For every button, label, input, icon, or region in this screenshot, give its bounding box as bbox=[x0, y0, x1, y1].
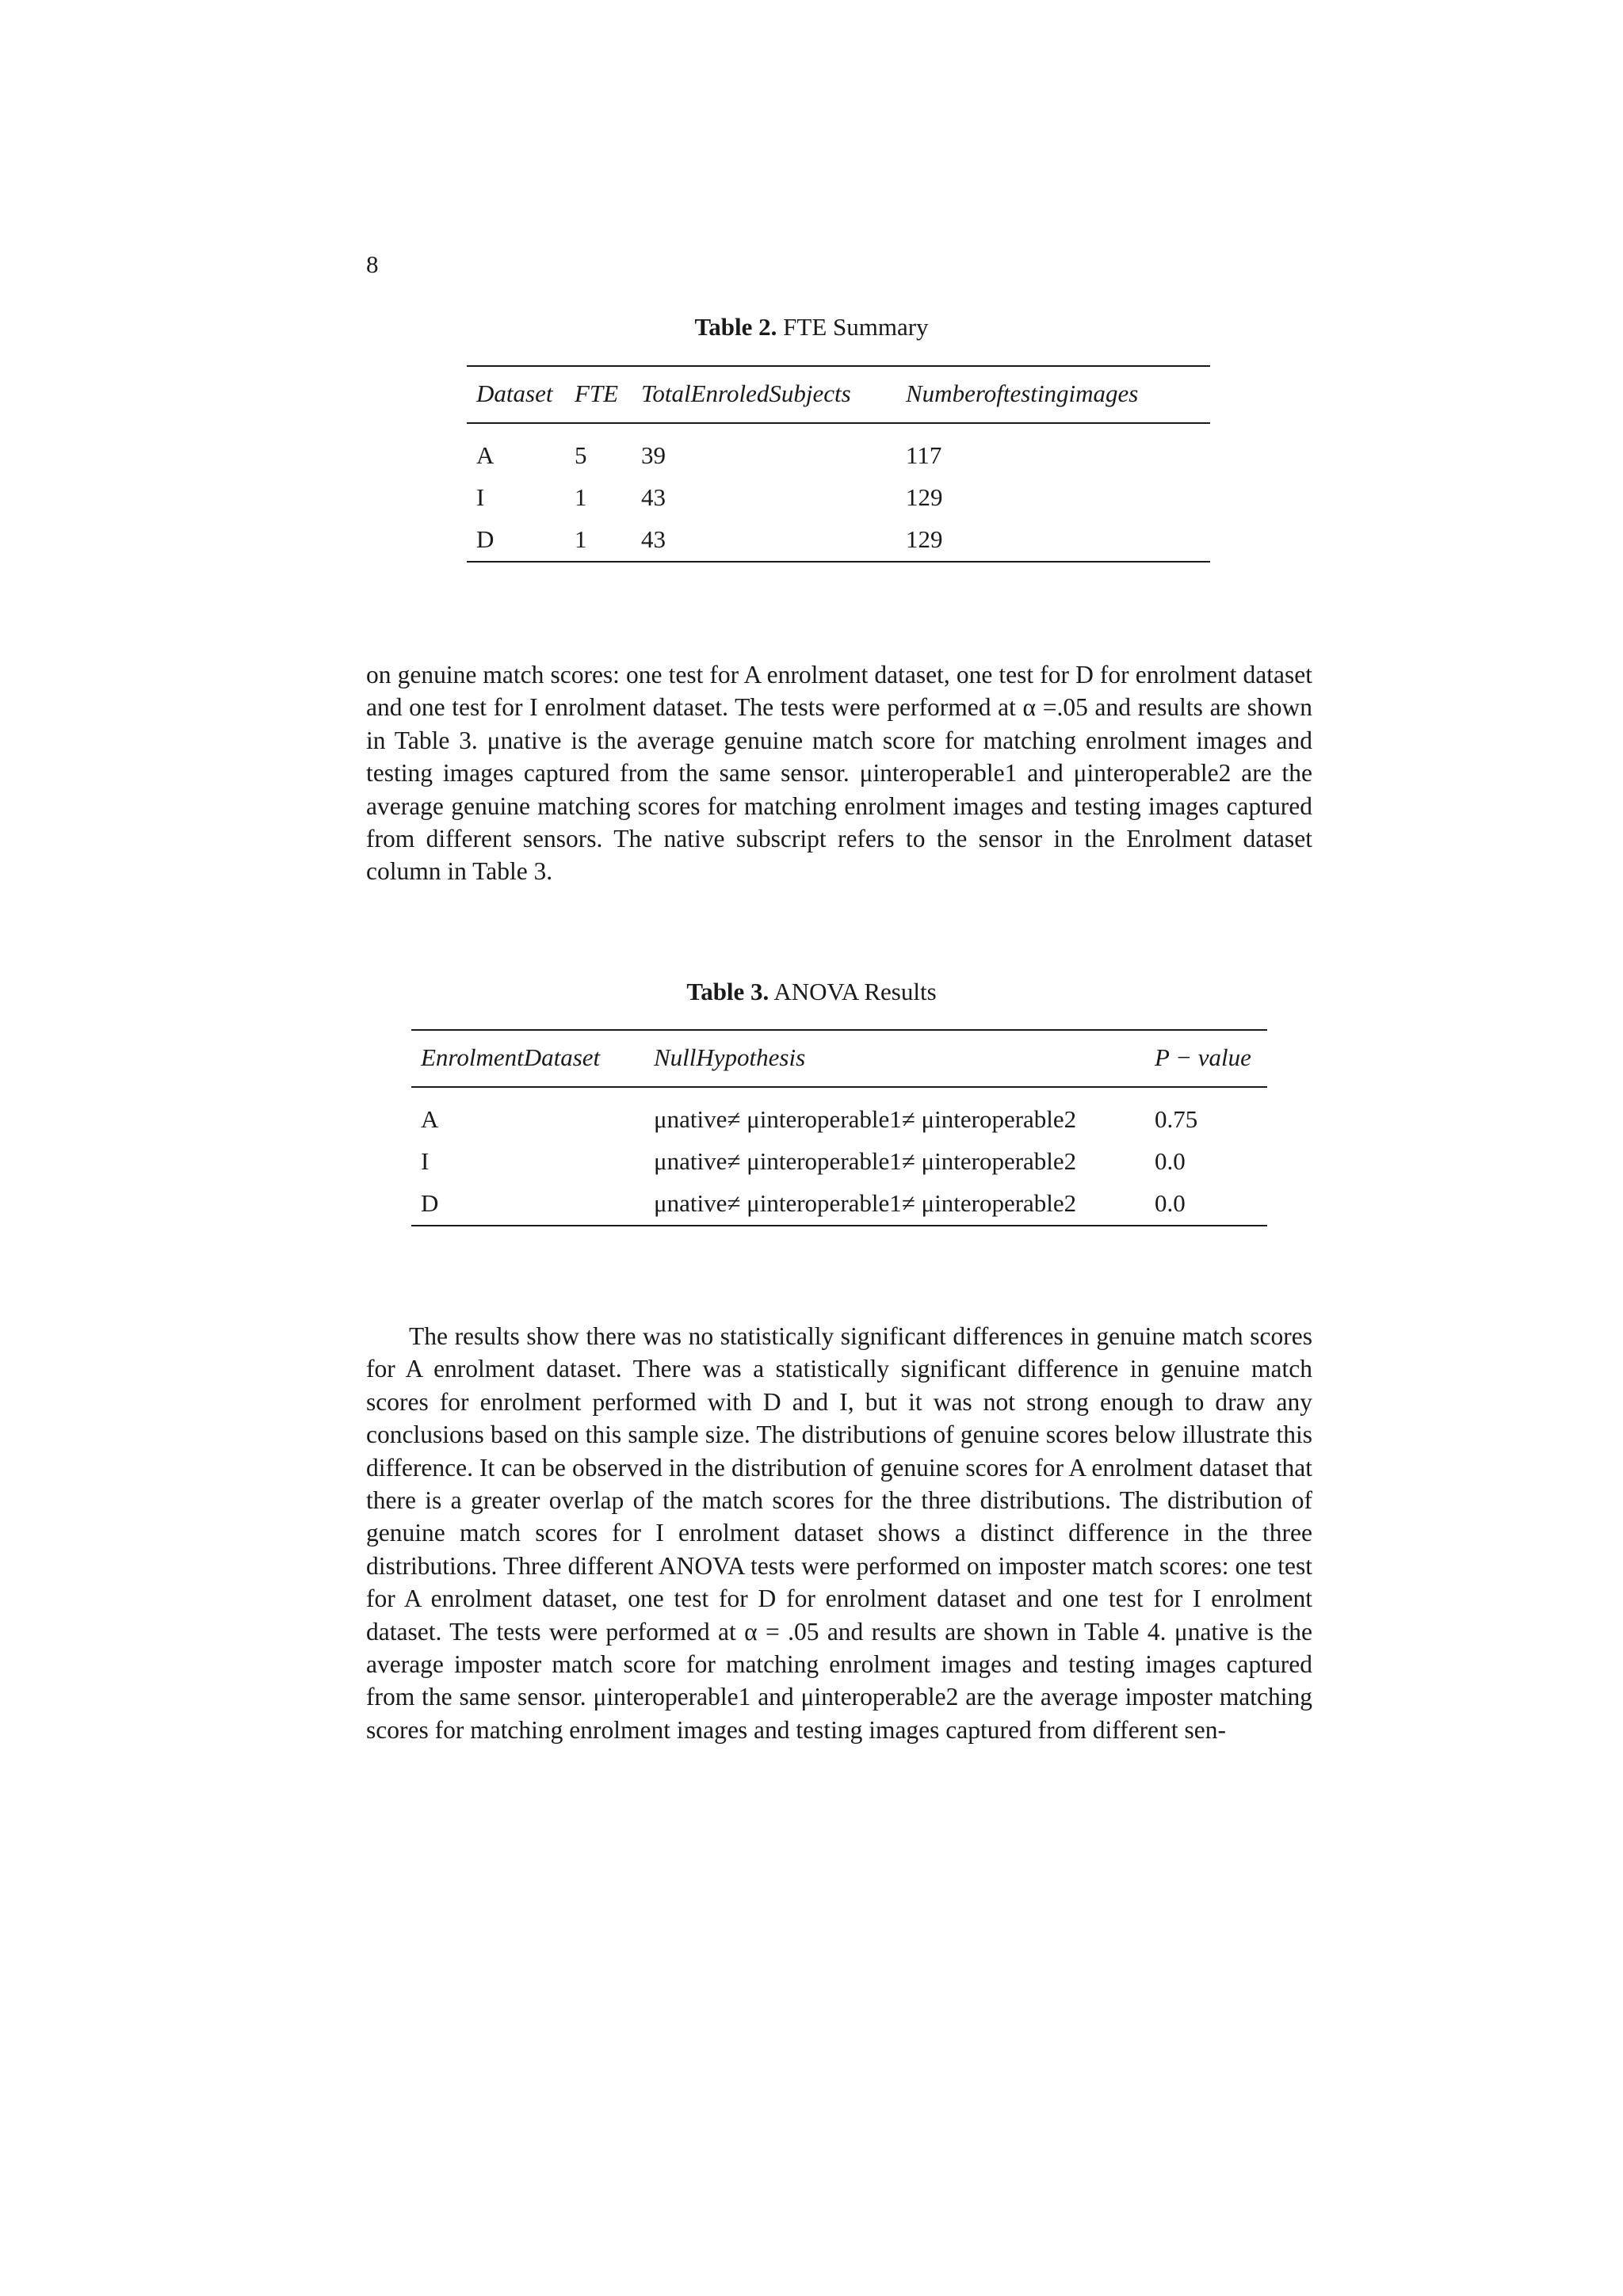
table-row bbox=[411, 1140, 1267, 1182]
body-paragraph-2: The results show there was no statistically significant differences in genuine match scores for A enrolment dataset. There was a statistically significant difference in genuine match scores for enrolment performed with D and I, but it was not strong enough to draw any conclusions based on this sample size. The distributions of genuine scores below illustrate this difference. It can be observed in the distribution of genuine scores for A enrolment dataset that there is a greater overlap of the match scores for the three distributions. The distribution of genuine match scores for I enrolment dataset shows a distinct difference in the three distributions. Three different ANOVA tests were performed on imposter match scores: one test for A enrolment dataset, one test for D for enrolment dataset and one test for I enrolment dataset. The tests were performed at α = .05 and results are shown in Table 4. μnative is the average imposter match score for matching enrolment images and testing images captured from the same sensor. μinteroperable1 and μinteroperable2 are the average imposter matching scores for matching enrolment images and testing images captured from different sen- bbox=[366, 1322, 1312, 1744]
column-header-number-of-testing-images: Numberoftestingimages bbox=[896, 366, 1210, 423]
table-cell: 39 bbox=[641, 441, 666, 469]
table-cell: A bbox=[421, 1105, 439, 1133]
table-cell: 0.0 bbox=[1155, 1147, 1186, 1175]
table-cell: 0.75 bbox=[1155, 1105, 1198, 1133]
table-cell: μnative≠ μinteroperable1≠ μinteroperable2 bbox=[654, 1147, 1077, 1175]
table-cell: 117 bbox=[906, 441, 942, 469]
table-header-row bbox=[411, 1030, 1267, 1087]
table-cell: 0.0 bbox=[1145, 1182, 1267, 1226]
table-row bbox=[467, 476, 1210, 518]
table-cell: D bbox=[467, 518, 565, 562]
body-paragraph-1: on genuine match scores: one test for A enrolment dataset, one test for D for enrolment dataset and one test for I enrolment dataset. The tests were performed at α =.05 and results are shown in Table 3. μnative is the average genuine match score for matching enrolment images and testing images captured from the same sensor. μinteroperable1 and μinteroperable2 are the average genuine matching scores for matching enrolment images and testing images captured from different sensors. The native subscript refers to the sensor in the Enrolment dataset column in Table 3. bbox=[366, 661, 1312, 886]
table-cell: 1 bbox=[575, 483, 587, 511]
table-cell: A bbox=[476, 441, 495, 469]
table-cell: μnative≠ μinteroperable1≠ μinteroperable2 bbox=[654, 1105, 1077, 1133]
column-header-fte: FTE bbox=[565, 366, 632, 423]
table-cell: 1 bbox=[565, 518, 632, 562]
table-cell: 43 bbox=[632, 518, 896, 562]
table2-caption-label: Table 2. bbox=[694, 313, 777, 341]
table3-caption-text: ANOVA Results bbox=[773, 978, 937, 1005]
column-header-null-hypothesis: NullHypothesis bbox=[644, 1030, 1145, 1087]
table3-caption-label: Table 3. bbox=[686, 978, 769, 1005]
anova-results-table bbox=[411, 1029, 1267, 1226]
table-cell: D bbox=[411, 1182, 644, 1226]
table-cell: 129 bbox=[906, 483, 943, 511]
page-number: 8 bbox=[366, 250, 379, 278]
table-cell: 43 bbox=[641, 483, 666, 511]
column-header-total-enroled-subjects: TotalEnroledSubjects bbox=[632, 366, 896, 423]
table3-caption bbox=[0, 977, 1623, 1007]
column-header-dataset: Dataset bbox=[467, 366, 565, 423]
table-cell: μnative≠ μinteroperable1≠ μinteroperable2 bbox=[644, 1182, 1145, 1226]
table-cell: I bbox=[476, 483, 485, 511]
table-row bbox=[411, 1087, 1267, 1140]
table-header-row bbox=[467, 366, 1210, 423]
table2-caption-text: FTE Summary bbox=[783, 313, 929, 341]
table-cell: 129 bbox=[896, 518, 1210, 562]
table-row bbox=[467, 518, 1210, 562]
column-header-enrolment-dataset: EnrolmentDataset bbox=[411, 1030, 644, 1087]
table-cell: I bbox=[421, 1147, 430, 1175]
table-cell: 5 bbox=[575, 441, 587, 469]
table2-caption bbox=[0, 312, 1623, 342]
table-row bbox=[411, 1182, 1267, 1226]
table-row bbox=[467, 423, 1210, 476]
fte-summary-table bbox=[467, 365, 1210, 563]
column-header-p-value: P − value bbox=[1145, 1030, 1267, 1087]
